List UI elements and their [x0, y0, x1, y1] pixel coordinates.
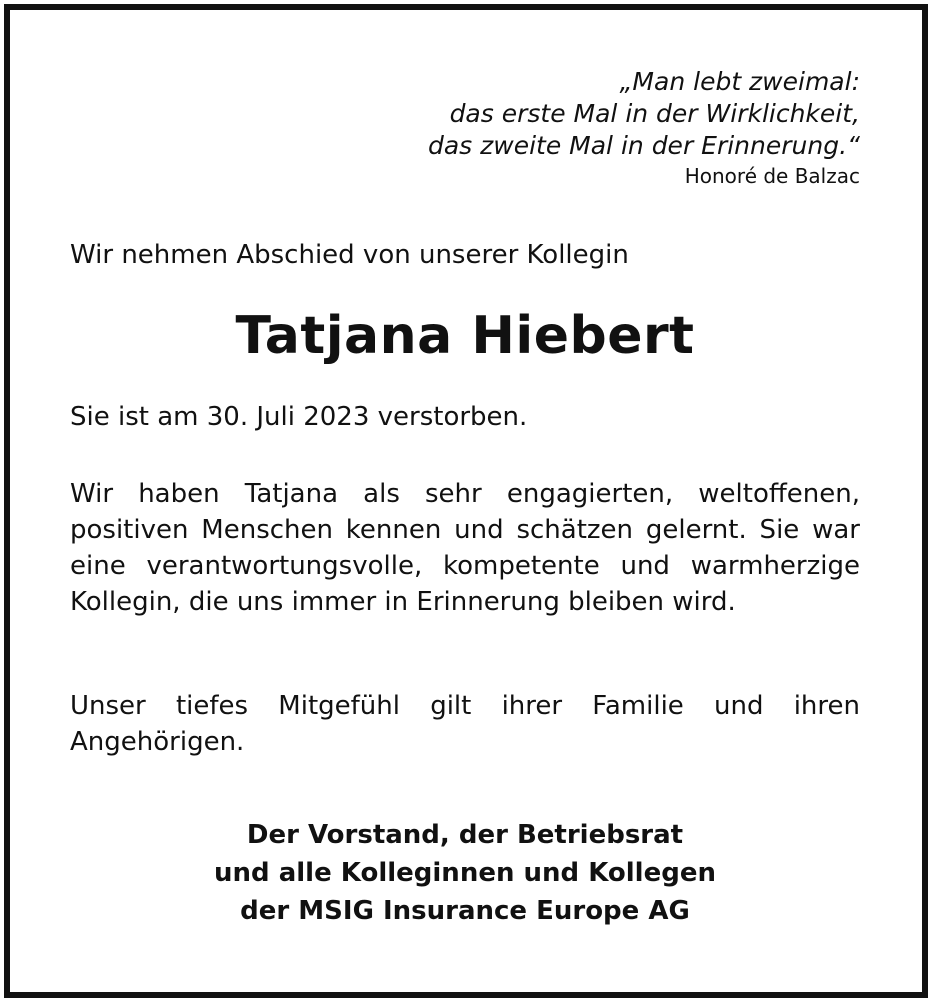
- signature-line: Der Vorstand, der Betriebsrat: [246, 820, 684, 850]
- signature-line: und alle Kolleginnen und Kollegen: [214, 858, 716, 888]
- signature-line: der MSIG Insurance Europe AG: [240, 896, 690, 926]
- tribute-paragraph: Wir haben Tatjana als sehr engagierten, weltoffenen, positiven Menschen kennen und schätzen gelernt. Sie war eine verantwortungsvolle, kompetente und warmherzige Kollegin, die uns immer in Erinnerung bleiben wird.: [70, 479, 860, 617]
- intro-text: Wir nehmen Abschied von unserer Kollegin: [70, 240, 629, 270]
- deceased-name: Tatjana Hiebert: [235, 306, 695, 366]
- signature-block: [0, 816, 930, 930]
- quote-author: Honoré de Balzac: [684, 164, 860, 188]
- condolence-paragraph: Unser tiefes Mitgefühl gilt ihrer Familie und ihren Angehörigen.: [70, 691, 860, 757]
- quote-line: „Man lebt zweimal:: [619, 67, 860, 96]
- quote-line: das erste Mal in der Wirklichkeit,: [449, 99, 860, 128]
- death-notice: Sie ist am 30. Juli 2023 verstorben.: [70, 402, 528, 432]
- epigraph-quote: [428, 66, 860, 162]
- quote-line: das zweite Mal in der Erinnerung.“: [427, 131, 860, 160]
